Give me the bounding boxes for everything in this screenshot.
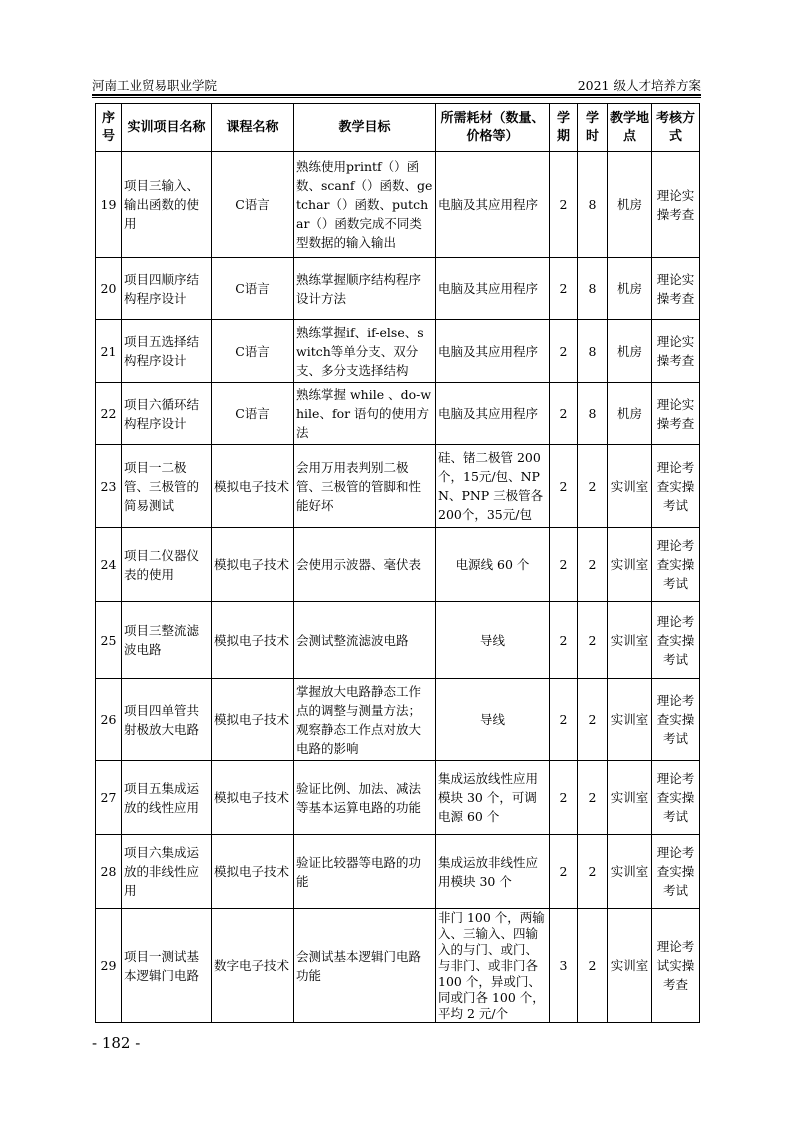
table-row — [96, 909, 700, 1023]
cell-no: 29 — [96, 909, 122, 1023]
cell-no: 25 — [96, 602, 122, 679]
cell-place: 实训室 — [608, 602, 652, 679]
table-row — [96, 320, 700, 383]
cell-goal: 熟练使用printf（）函数、scanf（）函数、getchar（）函数、putchar（）函数完成不同类型数据的输入输出 — [294, 152, 436, 258]
cell-no: 23 — [96, 445, 122, 528]
cell-term: 2 — [550, 835, 578, 909]
cell-materials: 导线 — [436, 602, 550, 679]
table-row — [96, 528, 700, 602]
training-table — [95, 103, 700, 1023]
cell-no: 19 — [96, 152, 122, 258]
table-row — [96, 679, 700, 761]
cell-materials: 电脑及其应用程序 — [436, 258, 550, 320]
page-header — [92, 76, 701, 94]
cell-materials: 集成运放线性应用模块 30 个，可调电源 60 个 — [436, 761, 550, 835]
cell-materials: 电脑及其应用程序 — [436, 383, 550, 445]
cell-assess: 理论考查实操考试 — [652, 445, 700, 528]
cell-hours: 2 — [578, 602, 608, 679]
table-row — [96, 445, 700, 528]
header-school: 河南工业贸易职业学院 — [92, 78, 218, 93]
cell-project: 项目二仪器仪表的使用 — [122, 528, 212, 602]
page-number: - 182 - — [92, 1034, 141, 1052]
cell-no: 22 — [96, 383, 122, 445]
cell-course: 模拟电子技术 — [212, 445, 294, 528]
col-header-no: 序号 — [96, 104, 122, 152]
cell-course: 模拟电子技术 — [212, 835, 294, 909]
col-header-goal: 教学目标 — [294, 104, 436, 152]
cell-hours: 2 — [578, 835, 608, 909]
cell-hours: 8 — [578, 320, 608, 383]
table-row — [96, 383, 700, 445]
col-header-materials: 所需耗材（数量、价格等） — [436, 104, 550, 152]
cell-assess: 理论考试实操考查 — [652, 909, 700, 1023]
cell-goal: 熟练掌握if、if-else、switch等单分支、双分支、多分支选择结构 — [294, 320, 436, 383]
cell-materials: 集成运放非线性应用模块 30 个 — [436, 835, 550, 909]
table-row — [96, 761, 700, 835]
cell-project: 项目三整流滤波电路 — [122, 602, 212, 679]
cell-goal: 熟练掌握顺序结构程序设计方法 — [294, 258, 436, 320]
cell-course: 模拟电子技术 — [212, 602, 294, 679]
cell-term: 2 — [550, 679, 578, 761]
table-row — [96, 835, 700, 909]
cell-course: C语言 — [212, 258, 294, 320]
cell-project: 项目一二极管、三极管的简易测试 — [122, 445, 212, 528]
cell-project: 项目五集成运放的线性应用 — [122, 761, 212, 835]
cell-assess: 理论实操考查 — [652, 320, 700, 383]
cell-place: 实训室 — [608, 909, 652, 1023]
cell-assess: 理论考查实操考试 — [652, 761, 700, 835]
cell-project: 项目五选择结构程序设计 — [122, 320, 212, 383]
col-header-assess: 考核方式 — [652, 104, 700, 152]
cell-materials: 电脑及其应用程序 — [436, 320, 550, 383]
cell-course: 模拟电子技术 — [212, 761, 294, 835]
cell-materials: 硅、锗二极管 200个，15元/包、NPN、PNP 三极管各 200个，35元/包 — [436, 445, 550, 528]
cell-no: 24 — [96, 528, 122, 602]
cell-course: C语言 — [212, 152, 294, 258]
col-header-course: 课程名称 — [212, 104, 294, 152]
cell-assess: 理论实操考查 — [652, 258, 700, 320]
cell-course: 模拟电子技术 — [212, 528, 294, 602]
cell-course: C语言 — [212, 383, 294, 445]
table-header-row — [96, 104, 700, 152]
cell-term: 2 — [550, 320, 578, 383]
cell-project: 项目一测试基本逻辑门电路 — [122, 909, 212, 1023]
cell-assess: 理论考查实操考试 — [652, 679, 700, 761]
cell-term: 2 — [550, 602, 578, 679]
cell-hours: 8 — [578, 258, 608, 320]
cell-no: 20 — [96, 258, 122, 320]
cell-goal: 熟练掌握 while 、do-while、for 语句的使用方法 — [294, 383, 436, 445]
cell-goal: 会测试基本逻辑门电路功能 — [294, 909, 436, 1023]
cell-assess: 理论考查实操考试 — [652, 602, 700, 679]
table-row — [96, 152, 700, 258]
cell-project: 项目四顺序结构程序设计 — [122, 258, 212, 320]
cell-goal: 会用万用表判别二极管、三极管的管脚和性能好坏 — [294, 445, 436, 528]
table-row — [96, 602, 700, 679]
cell-hours: 2 — [578, 909, 608, 1023]
cell-hours: 2 — [578, 761, 608, 835]
cell-materials: 电脑及其应用程序 — [436, 152, 550, 258]
cell-term: 2 — [550, 761, 578, 835]
cell-term: 2 — [550, 445, 578, 528]
cell-no: 21 — [96, 320, 122, 383]
cell-goal: 掌握放大电路静态工作点的调整与测量方法；观察静态工作点对放大电路的影响 — [294, 679, 436, 761]
header-rule-thick — [92, 94, 701, 96]
col-header-term: 学期 — [550, 104, 578, 152]
cell-course: C语言 — [212, 320, 294, 383]
col-header-hours: 学时 — [578, 104, 608, 152]
cell-assess: 理论考查实操考试 — [652, 528, 700, 602]
cell-place: 机房 — [608, 258, 652, 320]
cell-hours: 2 — [578, 528, 608, 602]
cell-term: 2 — [550, 258, 578, 320]
cell-place: 机房 — [608, 152, 652, 258]
cell-place: 实训室 — [608, 835, 652, 909]
cell-place: 机房 — [608, 320, 652, 383]
cell-assess: 理论实操考查 — [652, 152, 700, 258]
cell-materials: 导线 — [436, 679, 550, 761]
cell-course: 数字电子技术 — [212, 909, 294, 1023]
col-header-project: 实训项目名称 — [122, 104, 212, 152]
cell-project: 项目四单管共射极放大电路 — [122, 679, 212, 761]
cell-hours: 2 — [578, 679, 608, 761]
col-header-place: 教学地点 — [608, 104, 652, 152]
cell-materials: 非门 100 个，两输入、三输入、四输入的与门、或门、与非门、或非门各 100 个，异或门、同或门各 100 个，平均 2 元/个 — [436, 909, 550, 1023]
cell-place: 实训室 — [608, 528, 652, 602]
cell-project: 项目六集成运放的非线性应用 — [122, 835, 212, 909]
cell-hours: 8 — [578, 152, 608, 258]
cell-no: 27 — [96, 761, 122, 835]
cell-place: 实训室 — [608, 679, 652, 761]
cell-term: 3 — [550, 909, 578, 1023]
table-row — [96, 258, 700, 320]
cell-course: 模拟电子技术 — [212, 679, 294, 761]
cell-no: 26 — [96, 679, 122, 761]
header-rule-thin — [92, 97, 701, 98]
cell-goal: 会测试整流滤波电路 — [294, 602, 436, 679]
cell-project: 项目六循环结构程序设计 — [122, 383, 212, 445]
cell-goal: 会使用示波器、毫伏表 — [294, 528, 436, 602]
cell-hours: 8 — [578, 383, 608, 445]
cell-goal: 验证比例、加法、减法等基本运算电路的功能 — [294, 761, 436, 835]
header-plan-title: 2021 级人才培养方案 — [577, 78, 701, 93]
cell-term: 2 — [550, 528, 578, 602]
cell-term: 2 — [550, 152, 578, 258]
cell-materials: 电源线 60 个 — [436, 528, 550, 602]
cell-place: 实训室 — [608, 761, 652, 835]
cell-assess: 理论实操考查 — [652, 383, 700, 445]
cell-hours: 2 — [578, 445, 608, 528]
cell-place: 实训室 — [608, 445, 652, 528]
cell-place: 机房 — [608, 383, 652, 445]
cell-no: 28 — [96, 835, 122, 909]
cell-goal: 验证比较器等电路的功能 — [294, 835, 436, 909]
cell-assess: 理论考查实操考试 — [652, 835, 700, 909]
cell-project: 项目三输入、输出函数的使用 — [122, 152, 212, 258]
cell-term: 2 — [550, 383, 578, 445]
